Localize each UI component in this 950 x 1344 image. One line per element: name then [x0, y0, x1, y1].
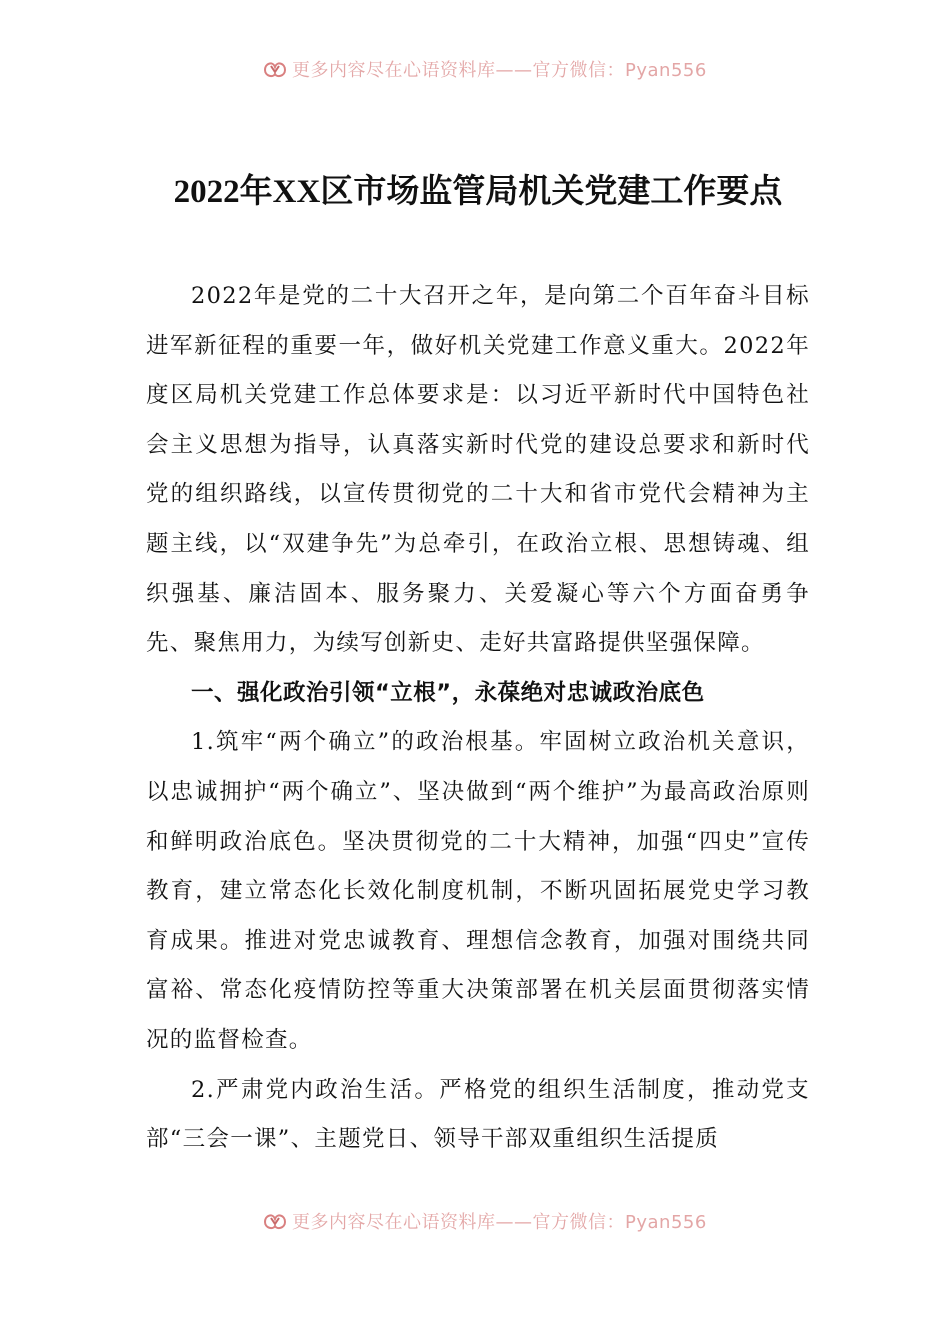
- section-heading: 一、强化政治引领“立根”，永葆绝对忠诚政治底色: [191, 679, 705, 706]
- watermark-header: [262, 56, 707, 82]
- item-paragraph: 2.严肃党内政治生活。严格党的组织生活制度，推动党支部“三会一课”、主题党日、领导干部双重组织生活提质: [146, 1076, 810, 1153]
- document-title: 2022年XX区市场监管局机关党建工作要点: [173, 174, 783, 210]
- brand-logo-icon: [262, 58, 288, 80]
- brand-logo-icon: [262, 1210, 288, 1232]
- document-body: [146, 272, 810, 1165]
- watermark-text: 更多内容尽在心语资料库——官方微信：Pyan556: [292, 1212, 707, 1233]
- intro-paragraph: 2022年是党的二十大召开之年，是向第二个百年奋斗目标进军新征程的重要一年，做好机关党建工作意义重大。2022年度区局机关党建工作总体要求是：以习近平新时代中国特色社会主义思想为指导，认真落实新时代党的建设总要求和新时代党的组织路线，以宣传贯彻党的二十大和省市党代会精神为主题主线，以“双建争先”为总牵引，在政治立根、思想铸魂、组织强基、廉洁固本、服务聚力、关爱凝心等六个方面奋勇争先、聚焦用力，为续写创新史、走好共富路提供坚强保障。: [146, 283, 810, 657]
- watermark-text: 更多内容尽在心语资料库——官方微信：Pyan556: [292, 60, 707, 81]
- watermark-footer: [262, 1208, 707, 1234]
- item-paragraph: 1.筑牢“两个确立”的政治根基。牢固树立政治机关意识，以忠诚拥护“两个确立”、坚决做到“两个维护”为最高政治原则和鲜明政治底色。坚决贯彻党的二十大精神，加强“四史”宣传教育，建立常态化长效化制度机制，不断巩固拓展党史学习教育成果。推进对党忠诚教育、理想信念教育，加强对围绕共同富裕、常态化疫情防控等重大决策部署在机关层面贯彻落实情况的监督检查。: [146, 729, 810, 1053]
